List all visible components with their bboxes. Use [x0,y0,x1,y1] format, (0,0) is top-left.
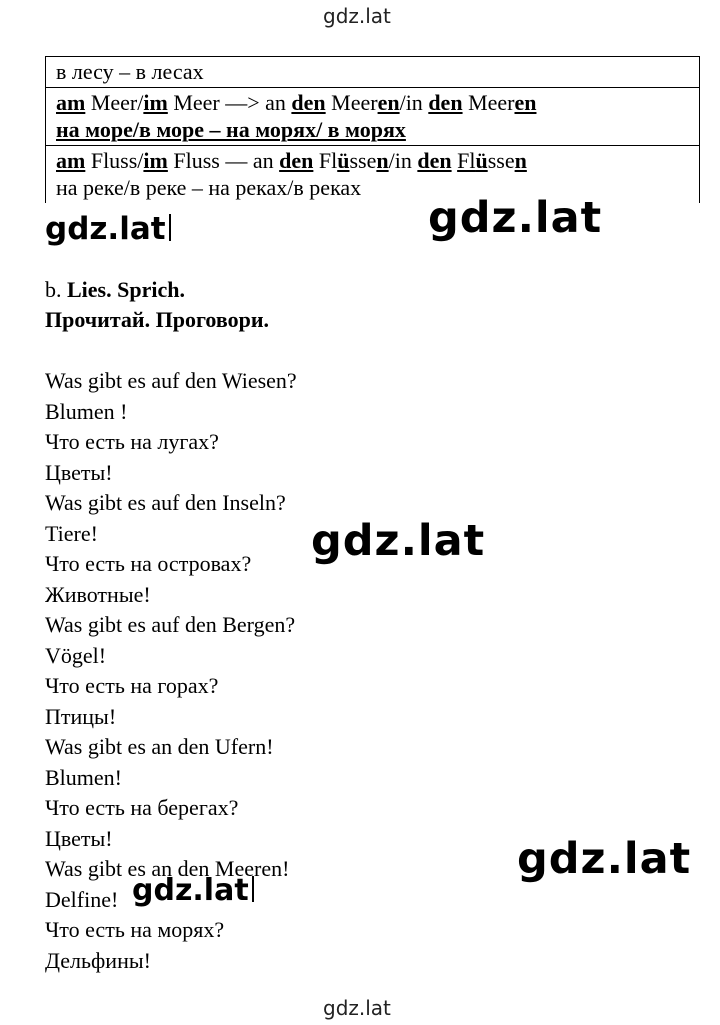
table-text-de [56,89,689,116]
dialog-line: Что есть на берегах? [45,795,239,820]
text-segment: Meer/ [85,90,144,115]
table-cell [46,88,700,146]
text-segment: am [56,90,86,115]
text-segment: im [143,148,168,173]
table-text-ru: на реке/в реке – на реках/в реках [56,175,362,200]
dialog-line: Что есть на горах? [45,673,219,698]
text-segment: ü [475,148,488,173]
dialog-line: Delfine! [45,886,119,912]
text-segment: /in [399,90,429,115]
watermark-right: gdz.lat [428,193,603,243]
section-title-text: Lies. Sprich. [61,277,185,302]
text-segment: Meer [462,90,515,115]
dialog-line: Vögel! [45,642,107,668]
watermark-lower-right: gdz.lat [517,834,692,884]
text-segment: n [514,148,527,173]
dialog-line: Животные! [45,581,151,607]
dialog-line: Was gibt es auf den Inseln? [45,490,286,515]
table-row [46,88,700,146]
text-segment: Meer —> an [167,90,292,115]
section-title-ru: Прочитай. Проговори. [45,307,269,332]
text-segment: Fl [313,148,338,173]
section-title-de [45,275,269,305]
table-cell [46,146,700,204]
table-text: в лесу – в лесах [56,59,204,84]
text-segment: en [514,90,537,115]
watermark-top: gdz.lat [323,4,391,28]
grammar-table [45,56,700,203]
dialog-line: Tiere! [45,520,98,546]
watermark-text: gdz.lat [132,873,249,908]
text-segment: Fl [457,148,476,173]
watermark-text: gdz.lat [45,211,166,247]
table-cell [46,57,700,88]
text-segment: sse [349,148,377,173]
text-segment: den [428,90,463,115]
section-letter: b. [45,277,62,302]
table-text-ru: на море/в море – на морях/ в морях [56,117,406,142]
dialog-line: Was gibt es auf den Wiesen? [45,368,297,393]
watermark-left [45,211,171,247]
dialog-line: Blumen! [45,764,122,790]
dialog-line: Цветы! [45,825,113,851]
watermark-bottom: gdz.lat [323,996,391,1020]
text-segment: n [376,148,389,173]
text-segment: den [279,148,314,173]
text-segment: sse [487,148,515,173]
text-segment: en [377,90,400,115]
text-segment: am [56,148,86,173]
table-row [46,146,700,204]
dialog-text [45,366,297,976]
text-segment: ü [337,148,350,173]
text-segment: /in [388,148,418,173]
table-text-de [56,147,689,174]
text-segment: Fluss/ [85,148,144,173]
dialog-line: Что есть на лугах? [45,429,219,454]
text-segment: den [291,90,326,115]
dialog-line: Blumen ! [45,398,128,424]
text-segment: Fluss — an [167,148,280,173]
watermark-center: gdz.lat [311,516,486,566]
dialog-line: Дельфины! [45,947,151,973]
text-segment: den [417,148,452,173]
table-row [46,57,700,88]
dialog-line: Was gibt es an den Meeren! [45,856,290,881]
dialog-line: Цветы! [45,459,113,485]
dialog-line: Was gibt es an den Ufern! [45,734,274,759]
dialog-line: Was gibt es auf den Bergen? [45,612,296,637]
dialog-line: Что есть на островах? [45,551,252,576]
dialog-line: Что есть на морях? [45,917,225,942]
dialog-line: Птицы! [45,703,117,729]
text-segment: Meer [325,90,378,115]
text-segment: im [143,90,168,115]
section-heading [45,275,269,335]
